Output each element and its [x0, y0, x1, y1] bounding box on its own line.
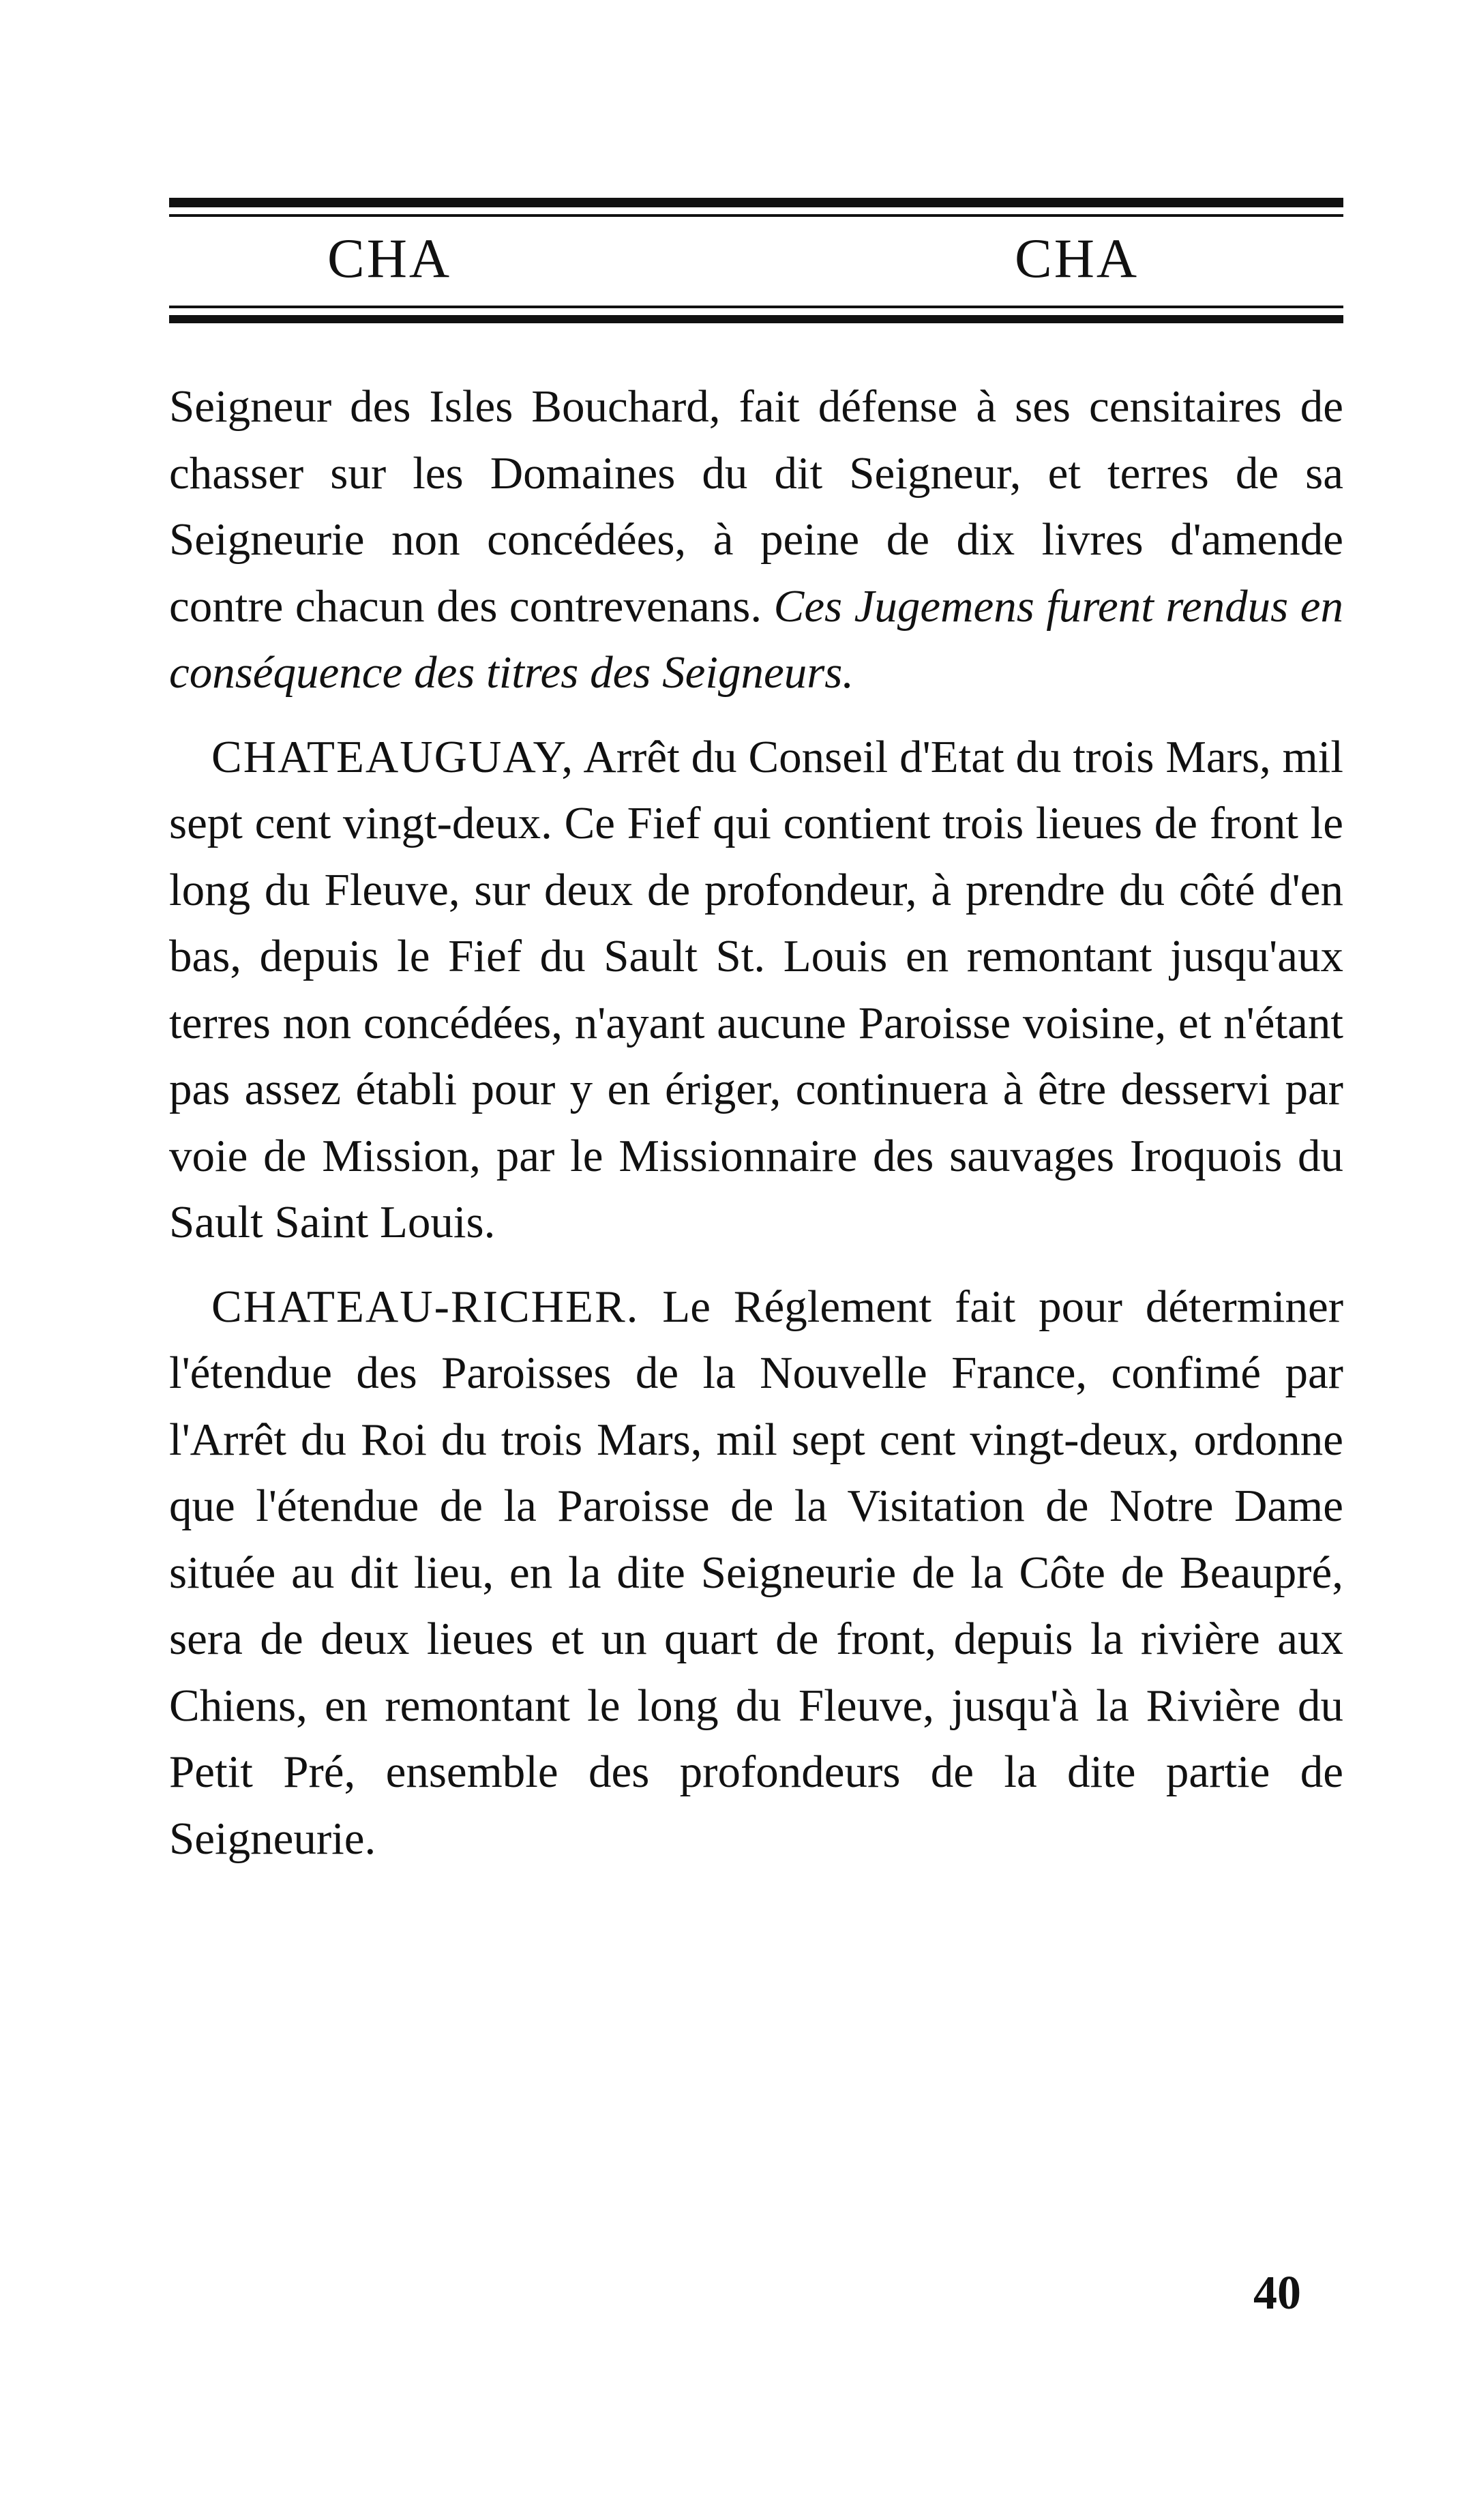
entry-term: CHATEAUGUAY,: [211, 731, 575, 782]
header-rule-top-thin: [169, 214, 1343, 217]
entry-text: Arrêt du Conseil d'Etat du trois Mars, mil sept cent vingt-deux. Ce Fief qui contient trois lieues de front le long du Fleuve, sur deux de profondeur, à prendre du côté d'en bas, depuis le Fief du Sault St. Louis en remontant jusqu'aux terres non concédées, n'ayant aucune Paroisse voisine, et n'étant pas assez établi pour y en ériger, continuera à être desservi par voie de Mission, par le Missionnaire des sauvages Iroquois du Sault Saint Louis.: [169, 731, 1343, 1247]
body-text: [169, 374, 1343, 1872]
entry-term: CHATEAU-RICHER.: [211, 1281, 640, 1332]
entry-chateauguay: [169, 724, 1343, 1256]
entry-chateau-richer: [169, 1274, 1343, 1873]
entry-text: Le Réglement fait pour déterminer l'étendue des Paroisses de la Nouvelle France, confimé par l'Arrêt du Roi du trois Mars, mil sept cent vingt-deux, ordonne que l'étendue de la Paroisse de la Visitation de Notre Dame située au dit lieu, en la dite Seigneurie de la Côte de Beaupré, sera de deux lieues et un quart de front, depuis la rivière aux Chiens, en remontant le long du Fleuve, jusqu'à la Rivière du Petit Pré, ensemble des profondeurs de la dite partie de Seigneurie.: [169, 1281, 1344, 1864]
page-number: 40: [1253, 2267, 1301, 2319]
header-rule-bottom-thin: [169, 306, 1343, 308]
running-head-left: CHA: [327, 227, 452, 289]
continuation-text: Seigneur des Isles Bouchard, fait défense à ses censitaires de chasser sur les Domaines du dit Seigneur, et terres de sa Seigneurie non concédées, à peine de dix livres d'amende contre chacun des contrevenans.: [169, 381, 1343, 632]
continuation-italic-note: Ces Jugemens furent rendus en conséquence des titres des Seigneurs.: [169, 580, 1343, 698]
continuation-paragraph: [169, 374, 1343, 707]
header-rule-bottom-thick: [169, 315, 1343, 323]
header-rule-top-thick: [169, 198, 1343, 207]
running-head-right: CHA: [1015, 227, 1139, 289]
